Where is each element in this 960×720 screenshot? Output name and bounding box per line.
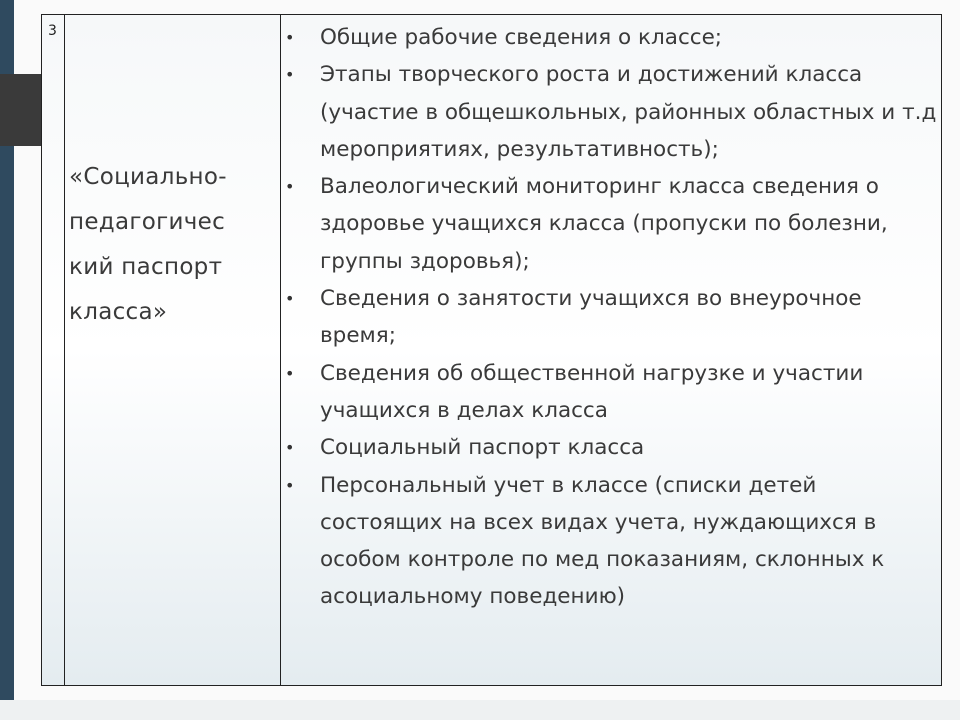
list-item: [285, 280, 937, 355]
row-number: 3: [48, 23, 57, 39]
list-item: [285, 467, 937, 616]
row-title: [69, 155, 275, 335]
bullet-icon: •: [285, 177, 295, 197]
list-item-text: Персональный учет в классе (списки детей состоящих на всех видах учета, нуждающихся в особом контроле по мед показаниям, склонных к асоциальному поведению): [320, 472, 885, 610]
row-items-list: [285, 19, 937, 616]
list-item-text: Социальный паспорт класса: [320, 435, 645, 461]
list-item-text: Сведения о занятости учащихся во внеурочное время;: [320, 286, 862, 349]
row-title-line: кий паспорт: [69, 254, 223, 280]
list-item-text: Сведения об общественной нагрузке и участии учащихся в делах класса: [320, 360, 864, 423]
bullet-icon: •: [285, 438, 295, 458]
bullet-icon: •: [285, 65, 295, 85]
bullet-icon: •: [285, 28, 295, 47]
bullet-icon: •: [285, 475, 295, 495]
column-divider-2: [280, 15, 281, 685]
content-table: [41, 14, 942, 686]
bottom-strip: [0, 700, 960, 720]
list-item-text: Этапы творческого роста и достижений класса (участие в общешкольных, районных областных и т.д мероприятиях, результативность);: [320, 62, 937, 162]
bullet-icon: •: [285, 289, 295, 309]
list-item: [285, 19, 937, 56]
list-item-text: Валеологический мониторинг класса сведения о здоровье учащихся класса (пропуски по болезни, группы здоровья);: [320, 174, 888, 274]
list-item-text: Общие рабочие сведения о классе;: [320, 25, 723, 50]
list-item: [285, 56, 937, 168]
row-title-line: педагогичес: [69, 209, 226, 235]
row-title-line: «Социально-: [69, 164, 227, 190]
column-divider-1: [64, 15, 65, 685]
bullet-icon: •: [285, 363, 295, 383]
list-item: [285, 168, 937, 280]
row-title-line: класса»: [69, 299, 168, 325]
list-item: [285, 429, 937, 466]
list-item: [285, 355, 937, 430]
